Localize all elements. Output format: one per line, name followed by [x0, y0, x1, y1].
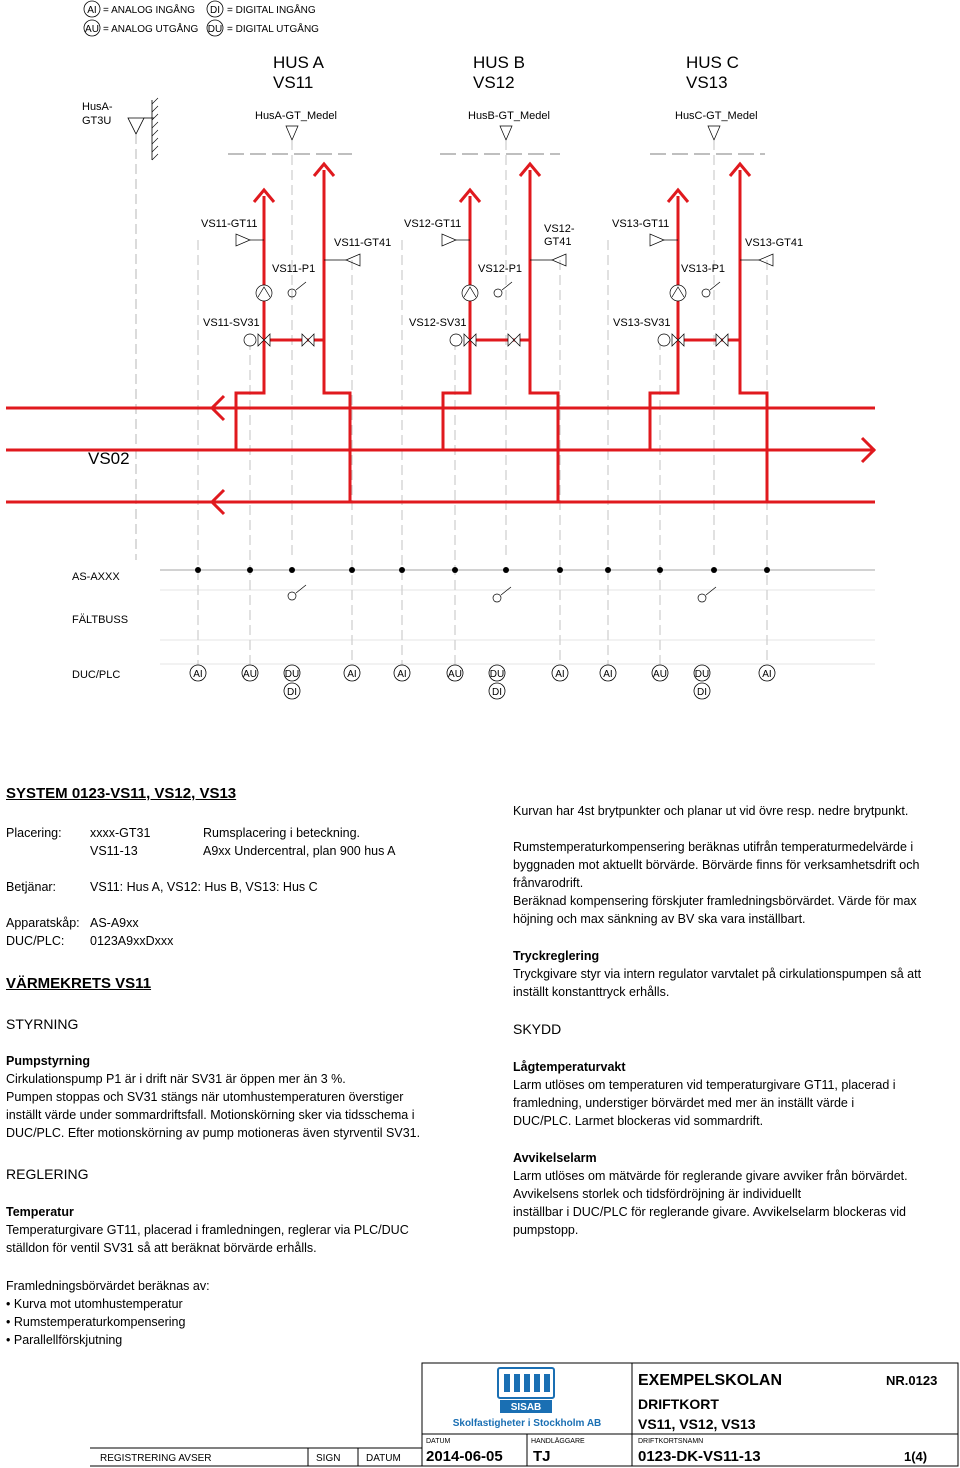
duc-label: DUC/PLC	[72, 669, 121, 681]
io-code: DI	[492, 687, 502, 698]
io-point	[694, 683, 710, 699]
apparat-label: Apparatskåp:	[6, 916, 80, 930]
reglering-heading: REGLERING	[6, 1166, 89, 1182]
io-code: AI	[193, 669, 203, 680]
io-point	[600, 665, 616, 681]
duc-label-text: DUC/PLC:	[6, 934, 65, 948]
nr: NR.0123	[886, 1373, 938, 1388]
house-name: HUS A	[273, 53, 325, 72]
gt41-label: GT41	[544, 236, 572, 248]
avv-text: inställbar i DUC/PLC för reglerande givare. Avvikelselarm blockeras vid	[513, 1205, 906, 1219]
house-c-header	[650, 53, 765, 154]
datum-label: DATUM	[426, 1438, 451, 1445]
io-point	[759, 665, 775, 681]
kort-systems: VS11, VS12, VS13	[638, 1416, 756, 1432]
io-code: AI	[762, 669, 772, 680]
gt41-label: VS13-GT41	[745, 237, 804, 249]
handl-value: TJ	[533, 1448, 551, 1465]
betjanar-label: Betjänar:	[6, 880, 57, 894]
apparat-value: AS-A9xx	[90, 916, 139, 930]
right-text: höjning och max sänkning av BV ska vara inställbart.	[513, 912, 806, 926]
io-points	[190, 665, 775, 681]
gt41-label: VS11-GT41	[334, 237, 392, 249]
as-label: AS-AXXX	[72, 571, 120, 583]
house-name: HUS C	[686, 53, 739, 72]
house-system: VS13	[686, 73, 728, 92]
skydd-heading: SKYDD	[513, 1021, 562, 1037]
legend-code: AI	[87, 5, 97, 16]
io-point	[190, 665, 206, 681]
datum-value: 2014-06-05	[426, 1448, 503, 1465]
io-code: DU	[489, 669, 505, 680]
io-point	[489, 683, 505, 699]
avv-text: pumpstopp.	[513, 1223, 579, 1237]
main-system-label: VS02	[88, 449, 130, 468]
p1-label: VS13-P1	[681, 263, 726, 275]
styrning-heading: STYRNING	[6, 1016, 79, 1032]
logo-name: SISAB	[510, 1402, 542, 1413]
io-code: DI	[287, 687, 297, 698]
avv-title: Avvikelselarm	[513, 1151, 597, 1165]
kort-type: DRIFTKORT	[638, 1396, 719, 1412]
pump-icons	[256, 282, 720, 301]
right-text: frånvarodrift.	[513, 876, 584, 890]
gt11-label: VS13-GT11	[612, 218, 670, 230]
p1-label: VS11-P1	[272, 263, 316, 275]
io-point	[652, 665, 668, 681]
lag-title: Lågtemperaturvakt	[513, 1060, 626, 1074]
legend-code: DI	[210, 5, 220, 16]
room-sensor-label: HusA-GT_Medel	[255, 110, 337, 122]
title-block	[0, 1360, 960, 1468]
sisab-logo	[453, 1368, 602, 1429]
temp-title: Temperatur	[6, 1205, 74, 1219]
io-code: DU	[284, 669, 300, 680]
page-number: 1(4)	[904, 1449, 928, 1464]
legend-text: = ANALOG UTGÅNG	[103, 24, 199, 35]
io-code: AU	[653, 669, 667, 680]
lag-text: framledning, understiger börvärdet med mer än inställt värde i	[513, 1096, 855, 1110]
outdoor-sensor-label: HusA-	[82, 101, 113, 113]
legend-text: = DIGITAL INGÅNG	[227, 5, 316, 16]
pump-text: Pumpen stoppas och SV31 stängs när utomhustemperaturen överstiger	[6, 1090, 404, 1104]
io-code: AU	[243, 669, 257, 680]
dname-value: 0123-DK-VS11-13	[638, 1448, 761, 1465]
pump-text: DUC/PLC. Efter motionskörning av pump motioneras även styrventil SV31.	[6, 1126, 421, 1140]
right-text: byggnaden mot aktuellt börvärde. Börvärde finns för verksamhetsdrift och	[513, 858, 920, 872]
bullet-item: • Rumstemperaturkompensering	[6, 1313, 185, 1331]
legend-code: AU	[85, 24, 99, 35]
legend	[84, 1, 319, 36]
room-sensor-label: HusB-GT_Medel	[468, 110, 550, 122]
duc-value: 0123A9xxDxxx	[90, 934, 174, 948]
sign-header: SIGN	[316, 1453, 341, 1464]
io-code: DU	[694, 669, 710, 680]
right-text: Beräknad kompensering förskjuter framledningsbörvärdet. Värde för max	[513, 894, 917, 908]
sv31-label: VS11-SV31	[203, 317, 260, 329]
io-point	[552, 665, 568, 681]
io-code: DI	[697, 687, 707, 698]
legend-text: = ANALOG INGÅNG	[103, 5, 195, 16]
gt11-label: VS11-GT11	[201, 218, 258, 230]
house-a-header	[228, 53, 352, 154]
p1-label: VS12-P1	[478, 263, 523, 275]
tryck-title: Tryckreglering	[513, 949, 600, 963]
bullet-item: • Parallellförskjutning	[6, 1331, 122, 1349]
signal-lines	[198, 140, 767, 680]
io-point	[242, 665, 258, 681]
varmekrets-heading: VÄRMEKRETS VS11	[6, 975, 152, 992]
io-point	[394, 665, 410, 681]
io-point	[489, 665, 505, 681]
house-b-header	[440, 53, 560, 154]
io-code: AI	[555, 669, 565, 680]
io-point	[344, 665, 360, 681]
tryck-text: Tryckgivare styr via intern regulator varvtalet på cirkulationspumpen så att	[513, 967, 922, 981]
logo-subtitle: Skolfastigheter i Stockholm AB	[452, 1418, 602, 1429]
bus-area	[72, 567, 875, 681]
io-point	[694, 665, 710, 681]
reg-avser: REGISTRERING AVSER	[100, 1453, 212, 1464]
right-text: Rumstemperaturkompensering beräknas utifrån temperaturmedelvärde i	[513, 840, 914, 854]
school-name: EXEMPELSKOLAN	[638, 1372, 783, 1389]
betjanar-value: VS11: Hus A, VS12: Hus B, VS13: Hus C	[90, 880, 318, 894]
tryck-text: inställt konstanttryck erhålls.	[513, 985, 670, 999]
placering-value: xxxx-GT31	[90, 826, 151, 840]
io-code: AU	[448, 669, 462, 680]
fram-title: Framledningsbörvärdet beräknas av:	[6, 1279, 210, 1293]
dname-label: DRIFTKORTSNAMN	[638, 1438, 704, 1445]
outdoor-sensor	[82, 98, 158, 560]
temp-text: Temperaturgivare GT11, placerad i framledningen, reglerar via PLC/DUC	[6, 1223, 409, 1237]
room-sensor-label: HusC-GT_Medel	[675, 110, 758, 122]
avv-text: Avvikelsens storlek och tidsfördröjning är individuellt	[513, 1187, 802, 1201]
house-system: VS12	[473, 73, 515, 92]
right-text: Kurvan har 4st brytpunkter och planar ut vid övre resp. nedre brytpunkt.	[513, 804, 909, 818]
io-code: AI	[397, 669, 407, 680]
sv31-label: VS12-SV31	[409, 317, 467, 329]
temp-text: ställdon för ventil SV31 så att beräknat börvärde erhålls.	[6, 1241, 317, 1255]
io-point	[447, 665, 463, 681]
placering-value: VS11-13	[90, 844, 138, 858]
io-code: AI	[347, 669, 357, 680]
legend-code: DU	[207, 24, 223, 35]
bullet-item: • Kurva mot utomhustemperatur	[6, 1295, 183, 1313]
io-point	[284, 683, 300, 699]
pump-text: Cirkulationspump P1 är i drift när SV31 är öppen mer än 3 %.	[6, 1072, 346, 1086]
house-system: VS11	[273, 73, 314, 92]
placering-desc: Rumsplacering i beteckning.	[203, 826, 361, 840]
gt41-label: VS12-	[544, 223, 575, 235]
io-points-di	[284, 683, 710, 699]
avv-text: Larm utlöses om mätvärde för reglerande givare avviker från börvärdet.	[513, 1169, 908, 1183]
legend-text: = DIGITAL UTGÅNG	[227, 24, 319, 35]
sv31-label: VS13-SV31	[613, 317, 671, 329]
handl-label: HANDLÄGGARE	[531, 1438, 585, 1445]
house-name: HUS B	[473, 53, 525, 72]
lag-text: Larm utlöses om temperaturen vid temperaturgivare GT11, placerad i	[513, 1078, 896, 1092]
system-title: SYSTEM 0123-VS11, VS12, VS13	[6, 785, 237, 802]
pump-text: inställt värde under sommardriftsfall. Motionskörning sker via tidsschema i	[6, 1108, 415, 1122]
io-point	[284, 665, 300, 681]
gt11-sensor-icons	[236, 234, 678, 246]
outdoor-sensor-label: GT3U	[82, 115, 112, 127]
faltbuss-label: FÄLTBUSS	[72, 614, 129, 626]
datum-header: DATUM	[366, 1453, 401, 1464]
component-labels	[201, 218, 803, 329]
placering-desc: A9xx Undercentral, plan 900 hus A	[203, 844, 396, 858]
gt11-label: VS12-GT11	[404, 218, 462, 230]
io-code: AI	[603, 669, 613, 680]
placering-label: Placering:	[6, 826, 62, 840]
pump-title: Pumpstyrning	[6, 1054, 91, 1068]
lag-text: DUC/PLC. Larmet blockeras vid sommardrift.	[513, 1114, 764, 1128]
